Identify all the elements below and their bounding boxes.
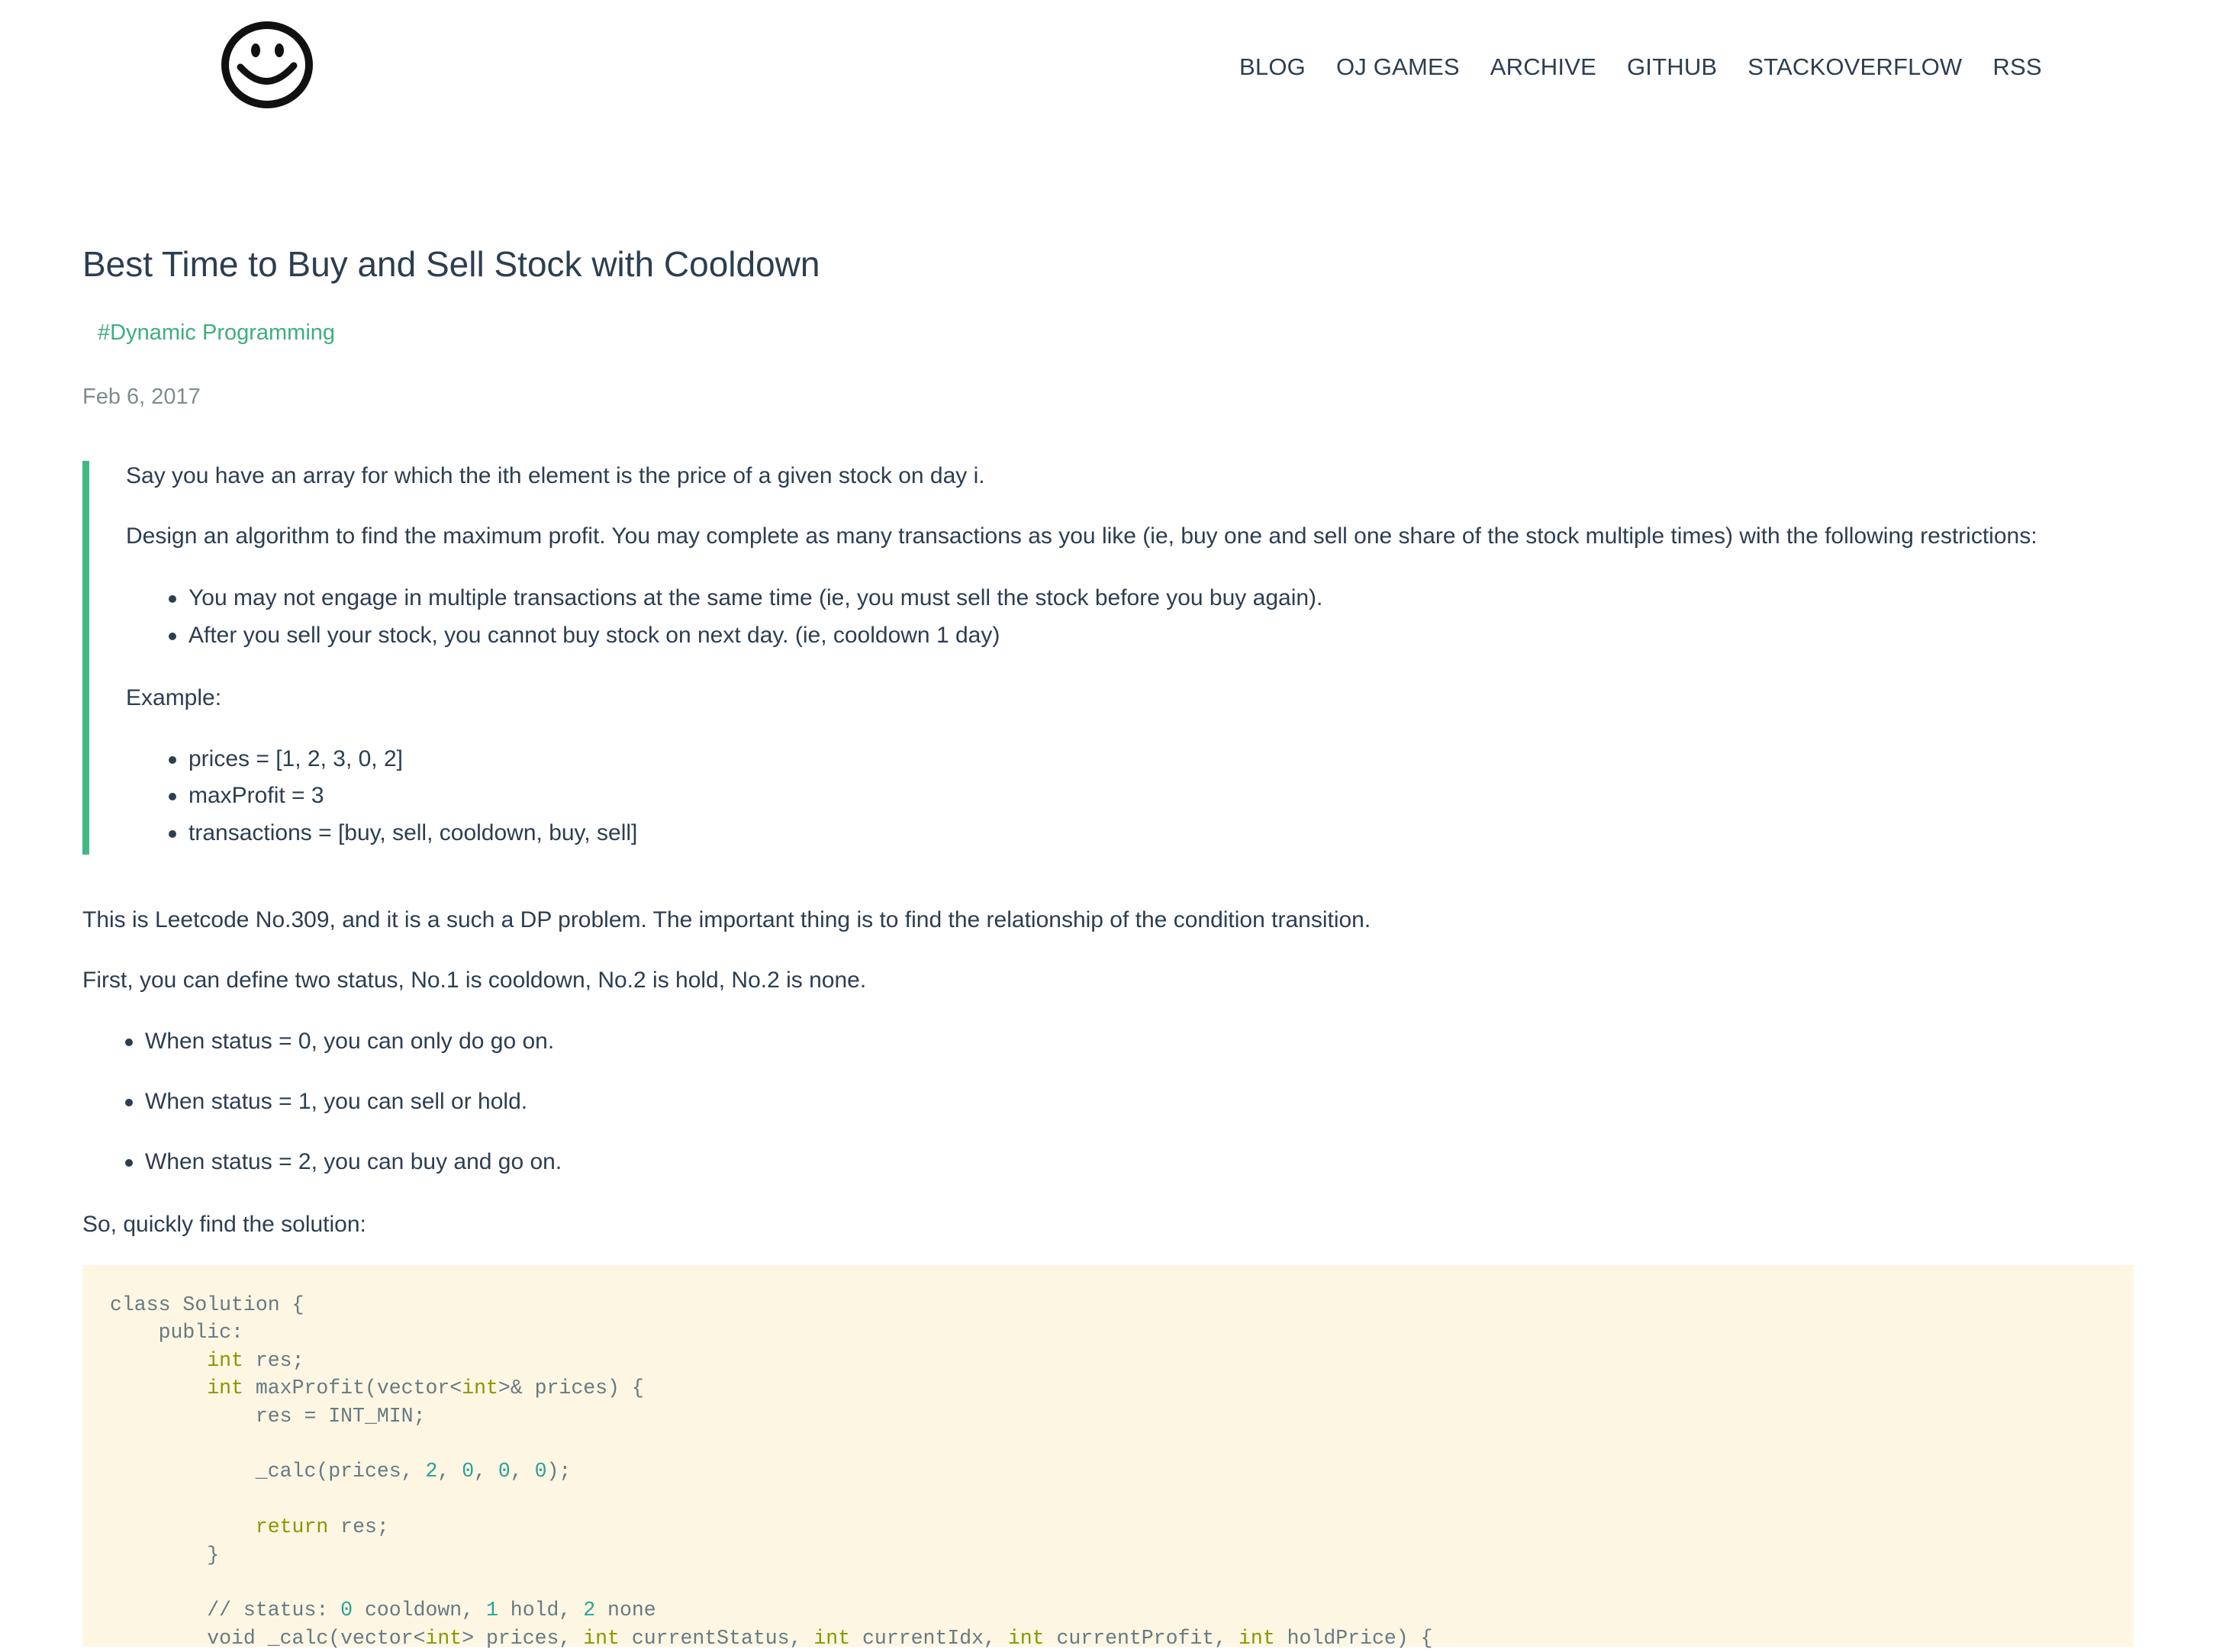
- list-item: transactions = [buy, sell, cooldown, buy, sell]: [188, 818, 637, 849]
- body-paragraph: So, quickly find the solution:: [82, 1212, 366, 1237]
- code-block[interactable]: [82, 1265, 2134, 1650]
- list-item: prices = [1, 2, 3, 0, 2]: [188, 744, 403, 774]
- quote-paragraph: Say you have an array for which the ith element is the price of a given stock on day i.: [126, 463, 985, 488]
- tag-link[interactable]: #Dynamic Programming: [98, 320, 336, 345]
- nav-stackoverflow[interactable]: STACKOVERFLOW: [1748, 53, 1963, 80]
- nav-blog[interactable]: BLOG: [1239, 53, 1306, 80]
- example-label: Example:: [126, 685, 222, 710]
- main-nav: [1239, 53, 2042, 81]
- smiley-face-icon[interactable]: [219, 20, 315, 110]
- nav-github[interactable]: GITHUB: [1626, 53, 1718, 80]
- list-item: When status = 1, you can sell or hold.: [145, 1087, 527, 1117]
- body-paragraph: This is Leetcode No.309, and it is a such a DP problem. The important thing is to find the relationship of the condition transition.: [82, 907, 1371, 932]
- list-item: You may not engage in multiple transactions at the same time (ie, you must sell the stock before you buy again).: [188, 583, 1322, 613]
- list-item: maxProfit = 3: [188, 781, 324, 811]
- list-item: When status = 0, you can only do go on.: [145, 1026, 554, 1057]
- quote-paragraph: Design an algorithm to find the maximum profit. You may complete as many transactions as you like (ie, buy one and sell one share of the stock multiple times) with the following restrictions:: [126, 523, 2037, 549]
- post-date: Feb 6, 2017: [82, 385, 201, 409]
- page-title: Best Time to Buy and Sell Stock with Cooldown: [82, 244, 820, 284]
- code-text: class Solution { public: int res; int maxProfit(vector<int>& prices) { res = INT_MIN; _calc(prices, 2, 0, 0, 0); return res; } // status: 0 cooldown, 1 hold, 2 none void _calc(vector<int> prices, int currentStatus, int currentIdx, int currentProfit, int holdPrice) {: [110, 1293, 1433, 1650]
- list-item: After you sell your stock, you cannot buy stock on next day. (ie, cooldown 1 day): [188, 620, 1000, 651]
- nav-rss[interactable]: RSS: [1992, 53, 2042, 80]
- body-paragraph: First, you can define two status, No.1 is cooldown, No.2 is hold, No.2 is none.: [82, 968, 867, 993]
- nav-oj-games[interactable]: OJ GAMES: [1335, 53, 1460, 80]
- list-item: When status = 2, you can buy and go on.: [145, 1147, 562, 1177]
- problem-quote: [82, 461, 2135, 855]
- nav-archive[interactable]: ARCHIVE: [1490, 53, 1596, 80]
